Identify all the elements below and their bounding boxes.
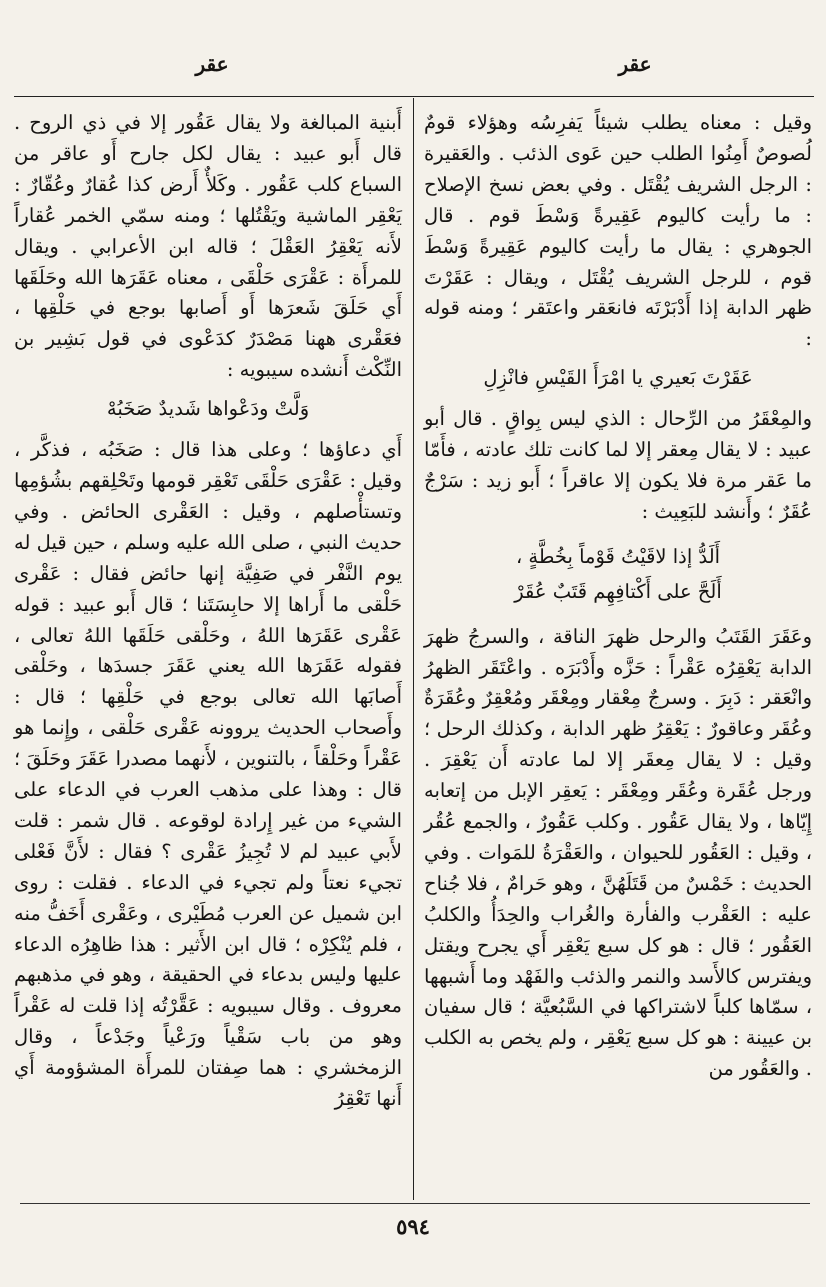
running-head-left: عقر bbox=[195, 52, 229, 76]
right-paragraph-2: والمِعْقَرُ من الرِّحال : الذي ليس بِواقٍ . قال أبو عبيد : لا يقال مِعقر إلا لما كانت تلك عادته ، فأَمّا ما عَقر مرة فلا يكون إلا عاقراً ؛ أَبو زيد : سَرْجٌ عُقَرٌ ؛ وأَنشد للبَعِيث : bbox=[424, 407, 812, 523]
right-verse-1: عَقَرْتَ بَعيري يا امْرَأَ القَيْسِ فانْزِلِ bbox=[483, 366, 753, 390]
running-head-right: عقر bbox=[618, 52, 652, 76]
right-verse-2a: أَلَدُّ إذا لاقَيْتُ قَوْماً بِخُطَّةٍ ، bbox=[515, 544, 721, 568]
left-paragraph-2: أَي دعاؤها ؛ وعلى هذا قال : صَخَبُه ، فذكَّر ، وقيل : عَقْرَى حَلْقَى تَعْقِر قومها وتَحْلِقهم بشُؤمِها وتستأْصلهم ، وقيل : العَقْرى الحائض . وفي حديث النبي ، صلى الله عليه وسلم ، حين قيل له يوم النَّفْر في صَفِيَّة إنها حائض فقال : عَقْرى حَلْقى ما أَراها إلا حابِسَتَنا ؛ قال أَبو عبيد : قوله عَقْرى عَقَرَها اللهُ ، وحَلْقى حَلَقَها اللهُ تعالى ، فقوله عَقَرَها الله يعني عَقَرَ جسدَها ، وحَلْقى أَصابَها الله تعالى بوجع في حَلْقِها ؛ قال : وأَصحاب الحديث يروونه عَقْرى حَلْقى ، وإِنما هو عَقْراً وحَلْقاً ، بالتنوين ، لأَنهما مصدرا عَقَرَ وحَلَقَ ؛ قال : وهذا على مذهب العرب في الدعاء على الشيء من غير إِرادة لوقوعه . قال شمر : قلت لأَبي عبيد لم لا تُجِيزُ عَقْرى ؟ فقال : لأَنَّ فَعْلى تجيء نعتاً ولم تجيء في الدعاء . فقلت : روى ابن شميل عن العرب مُطَيْرى ، وعَقْرى أَخَفُّ منه ، فلم يُنْكِرْه ؛ قال ابن الأَثير : هذا ظاهِرُه الدعاء عليها وليس بدعاء في الحقيقة ، وهو في مذهبهم معروف . وقال سيبويه : عَقَّرْتُه إذا قلت له عَقْراً وهو من باب سَقْياً ورَعْياً وجَدْعاً ، وقال الزمخشري : هما صِفتان للمرأَة المشؤومة أَي أَنها تَعْقِرُ bbox=[14, 438, 402, 1111]
column-divider bbox=[413, 98, 414, 1200]
right-paragraph-1: وقيل : معناه يطلب شيئاً يَفرِسُه وهؤلاء قومٌ لُصوصٌ أَمِنُوا الطلب حين عَوى الذئب . والعَقيرة : الرجل الشريف يُقْتَل . وفي بعض نسخ الإصلاح : ما رأيت كاليوم عَقِيرةً وَسْطَ قوم . قال الجوهري : يقال ما رأيت كاليوم عَقِيرةً وَسْطَ قوم ، للرجل الشريف يُقْتَل ، ويقال : عَقَرْتَ ظهر الدابة إذا أَدْبَرْتَه فانعَقر واعتَقر ؛ ومنه قوله : bbox=[424, 111, 812, 351]
right-paragraph-3: وعَقَرَ القَتَبُ والرحل ظهرَ الناقة ، والسرجُ ظهرَ الدابة يَعْقِرُه عَقْراً : حَزَّه وأَدْبَرَه . واعْتَقَر الظهرُ وانْعَقر : دَبِرَ . وسرجٌ مِعْقار ومِعْقَر ومُعْقِرٌ وعُقَرَةٌ وعُقَر وعاقورٌ : يَعْقِرُ ظهر الدابة ، وكذلك الرحل ؛ وقيل : لا يقال مِعقَر إلا لما عادته أَن يَعْقِرَ . ورجل عُقَرة وعُقَر ومِعْقَر : يَعقِر الإبل من إتعابه إِيّاها ، ولا يقال عَقُور . وكلب عَقُورٌ ، والجمع عُقُر ، وقيل : العَقُور للحيوان ، والعَقْرَةُ للمَوات . وفي الحديث : خَمْسٌ من قَتَلَهُنَّ ، وهو حَرامٌ ، فلا جُناح عليه : العَقْرب والفأرة والغُراب والحِدَأُ والكلبُ العَقُور ؛ قال : هو كل سبع يَعْقِر أَي يجرح ويقتل ويفترس كالأَسد والنمر والذئب والفَهْد وما أَشبهها ، سمّاها كلباً لاشتراكها في السَّبُعيَّة ؛ قال سفيان بن عيينة : هو كل سبع يَعْقِر ، ولم يخص به الكلب . والعَقُور من bbox=[424, 624, 812, 1081]
left-paragraph-1: أَبنية المبالغة ولا يقال عَقُور إلا في ذي الروح . قال أَبو عبيد : يقال لكل جارح أَو عاقر من السباع كلب عَقُور . وكَلأٌ أَرض كذا عُقارٌ وعُقّارٌ : يَعْقِر الماشية ويَقْتُلها ؛ ومنه سمّي الخمر عُقاراً لأَنه يَعْقِرُ العَقْلَ ؛ قاله ابن الأعرابي . ويقال للمرأَة : عَقْرَى حَلْقَى ، معناه عَقَرَها الله وحَلَقَها أَي حَلَقَ شَعرَها أَو أَصابها بوجع في حَلْقِها ، فعَقْرى ههنا مَصْدَرٌ كدَعْوى في قول بَشِير بن النِّكْث أَنشده سيبويه : bbox=[14, 111, 402, 382]
right-column bbox=[424, 108, 812, 1085]
page-number: ٥٩٤ bbox=[396, 1214, 430, 1239]
right-verse-2b: أَلَحَّ على أَكْتافِهِم قَتَبٌ عُقَرْ bbox=[514, 579, 722, 603]
left-verse-1: وَلَّتْ ودَعْواها شَديدٌ صَخَبُهْ bbox=[106, 397, 310, 421]
footer-rule bbox=[20, 1203, 810, 1204]
header-rule bbox=[14, 96, 814, 97]
left-column bbox=[14, 108, 402, 1115]
